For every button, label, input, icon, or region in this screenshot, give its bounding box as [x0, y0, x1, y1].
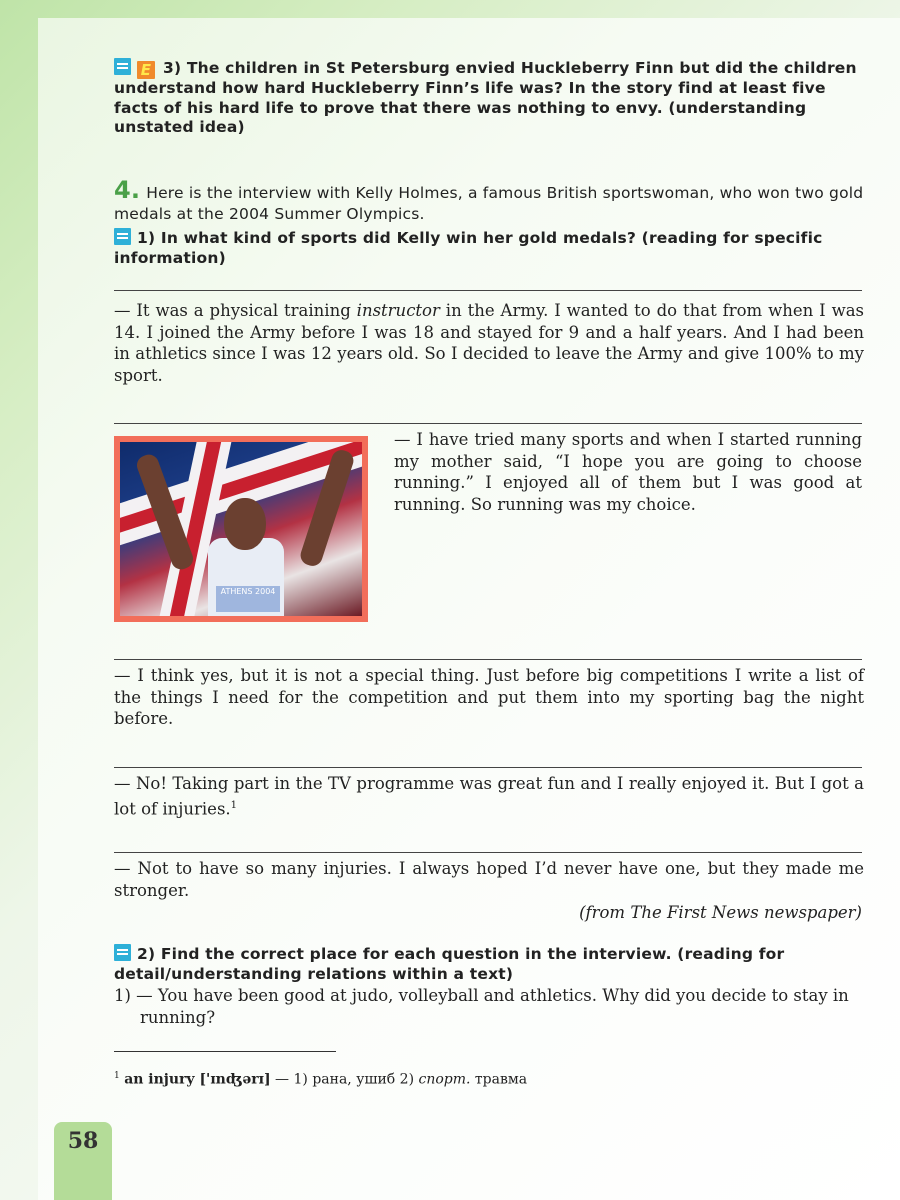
footnote-abbrev: спорт. — [418, 1071, 471, 1088]
answer-4-text: — No! Taking part in the TV programme was great fun and I really enjoyed it. But I got a lot of injuries. — [114, 774, 864, 818]
answer-3: — I think yes, but it is not a special thing. Just before big competitions I write a list of the things I need for the competition and put them into my sporting bag the night before. — [114, 666, 864, 728]
question-item-1: 1) — You have been good at judo, volleyball and athletics. Why did you decide to stay in running? — [114, 986, 849, 1027]
answer-line-4 — [114, 767, 862, 768]
answer-line-5 — [114, 852, 862, 853]
source-citation: (from The First News newspaper) — [579, 903, 862, 922]
photo-caption: ATHENS 2004 — [220, 587, 276, 596]
footnote-divider — [114, 1051, 336, 1052]
task-4-question-1-text: 1) In what kind of sports did Kelly win her gold medals? (reading for specific information) — [114, 229, 823, 267]
answer-1-part-2: in the Army. I wanted to do that from when I was 14. I joined the Army before I was 18 and stayed for 9 and a half years. And I had been in athletics since I was 12 years old. So I decided to leave the Army and give 100% to my sport. — [114, 301, 864, 385]
answer-1-part-1: — It was a physical training — [114, 301, 357, 320]
footnote — [114, 1066, 527, 1090]
task-4-question-1 — [114, 228, 864, 268]
photo-image — [120, 442, 362, 616]
list-icon — [114, 228, 131, 245]
page-number: 58 — [67, 1128, 99, 1154]
task-4-intro-text: Here is the interview with Kelly Holmes, a famous British sportswoman, who won two gold medals at the 2004 Summer Olympics. — [114, 184, 864, 223]
task-4-question-2-text: 2) Find the correct place for each question in the interview. (reading for detail/understanding relations within a text) — [114, 945, 785, 983]
task-4-number: 4. — [114, 176, 141, 204]
footnote-number: 1 — [114, 1071, 120, 1081]
list-icon — [114, 58, 131, 75]
task-3 — [114, 58, 864, 138]
task-3-text: 3) The children in St Petersburg envied Huckleberry Finn but did the children understand how hard Huckleberry Finn’s life was? In the story find at least five facts of his hard life to prove that there was nothing to envy. (understanding unstated idea) — [114, 59, 857, 136]
answer-4 — [114, 773, 864, 820]
footnote-translation: — 1) рана, ушиб 2) — [270, 1071, 419, 1088]
answer-line-3 — [114, 659, 862, 660]
answer-line-1 — [114, 290, 862, 291]
task-4-intro — [114, 176, 864, 225]
athens-bib — [216, 586, 280, 612]
answer-1 — [114, 300, 864, 386]
footnote-end: травма — [470, 1071, 528, 1088]
footnote-ref: 1 — [230, 799, 238, 811]
kelly-holmes-photo — [114, 436, 368, 622]
e-book-icon: E — [137, 61, 155, 79]
answer-1-italic: instructor — [356, 301, 440, 320]
task-4-question-2 — [114, 944, 864, 984]
answer-2: — I have tried many sports and when I started running my mother said, “I hope you are going to choose running.” I enjoyed all of them but I was good at running. So running was my choice. — [394, 430, 862, 514]
list-icon — [114, 944, 131, 961]
answer-line-2 — [114, 423, 862, 424]
footnote-term: an injury ['ɪnʤərɪ] — [124, 1071, 271, 1088]
answer-5: — Not to have so many injuries. I always hoped I’d never have one, but they made me stronger. — [114, 859, 864, 900]
